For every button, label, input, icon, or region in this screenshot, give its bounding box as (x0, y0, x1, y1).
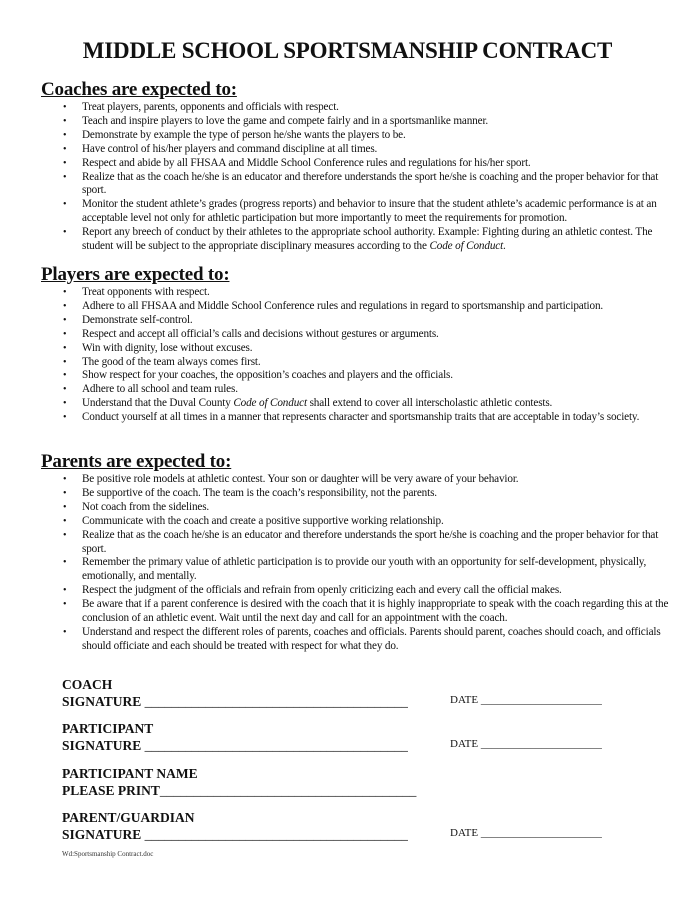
coach-date-block: DATE ______________________ (450, 694, 602, 706)
list-item: • Have control of his/her players and command discipline at all times. (63, 142, 378, 155)
bullet-icon: • (63, 129, 67, 141)
list-item: • Adhere to all FHSAA and Middle School Conference rules and regulations in regard to sportsmanship and participation. (63, 299, 604, 312)
list-item: • Realize that as the coach he/she is an educator and therefore understands the sport he/she is coaching and the proper behavior for that sport. (63, 170, 659, 197)
bullet-icon: • (63, 171, 67, 183)
bullet-icon: • (63, 115, 67, 127)
participant-date-field[interactable]: ______________________ (480, 738, 602, 750)
bullet-icon: • (63, 529, 67, 541)
parents-section (41, 451, 681, 654)
coaches-heading: Coaches are expected to: (41, 79, 237, 100)
list-item: • Teach and inspire players to love the game and compete fairly and in a sportsmanlike manner. (63, 114, 489, 127)
bullet-icon: • (63, 398, 67, 410)
participant-date-block: DATE ______________________ (450, 738, 602, 750)
parent-signature-block: PARENT/GUARDIAN SIGNATURE _______________________________________ (62, 810, 408, 842)
list-item: • Show respect for your coaches, the opposition’s coaches and players and the officials. (63, 369, 453, 382)
bullet-icon: • (63, 501, 67, 513)
list-item: • Be positive role models at athletic contest. Your son or daughter will be very aware of your behavior. (63, 473, 519, 485)
bullet-icon: • (63, 328, 67, 340)
list-item: • Report any breech of conduct by their athletes to the appropriate school authority. Example: Fighting during an athletic contest. The student will be subject to the appropriate disciplinary measures according to the Code of Conduct. (63, 226, 653, 253)
parent-signature-field[interactable]: _______________________________________ (144, 827, 408, 842)
bullet-icon: • (63, 515, 67, 527)
list-item: • The good of the team always comes first. (63, 355, 261, 368)
participant-signature-field[interactable]: _______________________________________ (144, 738, 408, 753)
bullet-icon: • (63, 157, 67, 169)
list-item: • Win with dignity, lose without excuses. (63, 341, 253, 354)
list-item: • Respect and accept all official’s calls and decisions without gestures or arguments. (63, 327, 439, 340)
coaches-list (41, 101, 681, 254)
list-item: • Not coach from the sidelines. (63, 500, 210, 513)
coaches-section (41, 79, 681, 254)
list-item: • Be aware that if a parent conference is desired with the coach that it is highly inappropriate to speak with the coach regarding this at the conclusion of an athletic event. Wait until the next day and call for an appointment with the coach. (63, 598, 669, 625)
bullet-icon: • (63, 370, 67, 382)
document-title: MIDDLE SCHOOL SPORTSMANSHIP CONTRACT (82, 38, 613, 63)
bullet-icon: • (63, 102, 67, 113)
bullet-icon: • (63, 384, 67, 396)
list-item: • Understand and respect the different roles of parents, coaches and officials. Parents should parent, coaches should coach, and officials should officiate and each should be treated with respect for what they do. (63, 625, 661, 652)
bullet-icon: • (63, 356, 67, 368)
parents-list (41, 473, 681, 654)
bullet-icon: • (63, 474, 67, 485)
list-item: • Treat players, parents, opponents and officials with respect. (63, 101, 339, 113)
participant-signature-block: PARTICIPANT SIGNATURE _______________________________________ (62, 721, 408, 753)
parents-heading: Parents are expected to: (41, 451, 232, 472)
bullet-icon: • (63, 487, 67, 499)
bullet-icon: • (63, 300, 67, 312)
parent-date-field[interactable]: ______________________ (480, 827, 602, 839)
file-footer: Wd:Sportsmanship Contract.doc (62, 850, 154, 858)
list-item: • Realize that as the coach he/she is an educator and therefore understands the sport he/she is coaching and the proper behavior for that sport. (63, 528, 659, 555)
list-item: • Monitor the student athlete’s grades (progress reports) and behavior to insure that the student athlete’s academic performance is at an acceptable level not only for athletic participation but more importantly to meet the requirements for promotion. (63, 198, 657, 225)
list-item: • Demonstrate by example the type of person he/she wants the players to be. (63, 128, 406, 141)
players-list (41, 286, 681, 425)
list-item: • Be supportive of the coach. The team is the coach’s responsibility, not the parents. (63, 486, 437, 499)
participant-name-field[interactable]: ______________________________________ (159, 783, 417, 798)
coach-signature-field[interactable]: _______________________________________ (144, 694, 408, 709)
list-item: • Remember the primary value of athletic participation is to provide our youth with an opportunity for self-development, physically, emotionally, and mentally. (63, 556, 647, 583)
list-item: • Respect and abide by all FHSAA and Middle School Conference rules and regulations for his/her sport. (63, 156, 531, 169)
list-item: • Adhere to all school and team rules. (63, 383, 238, 396)
bullet-icon: • (63, 314, 67, 326)
players-section (41, 264, 681, 425)
parent-date-block: DATE ______________________ (450, 827, 602, 839)
players-heading: Players are expected to: (41, 264, 230, 285)
list-item: • Respect the judgment of the officials and refrain from openly criticizing each and every call the official makes. (63, 584, 562, 597)
list-item: • Demonstrate self-control. (63, 313, 193, 326)
bullet-icon: • (63, 557, 67, 569)
coach-date-field[interactable]: ______________________ (480, 694, 602, 706)
list-item: • Communicate with the coach and create a positive supportive working relationship. (63, 514, 444, 527)
participant-name-block: PARTICIPANT NAME PLEASE PRINT______________________________________ (62, 766, 417, 798)
bullet-icon: • (63, 585, 67, 597)
bullet-icon: • (63, 287, 67, 298)
bullet-icon: • (63, 626, 67, 638)
list-item: • Conduct yourself at all times in a manner that represents character and sportsmanship traits that are acceptable in today’s society. (63, 411, 640, 424)
bullet-icon: • (63, 342, 67, 354)
bullet-icon: • (63, 143, 67, 155)
bullet-icon: • (63, 199, 67, 211)
list-item: • Treat opponents with respect. (63, 286, 210, 298)
bullet-icon: • (63, 227, 67, 239)
bullet-icon: • (63, 599, 67, 611)
list-item: • Understand that the Duval County Code of Conduct shall extend to cover all interscholastic athletic contests. (63, 397, 553, 410)
coach-signature-block: COACH SIGNATURE _______________________________________ (62, 677, 408, 709)
bullet-icon: • (63, 412, 67, 424)
